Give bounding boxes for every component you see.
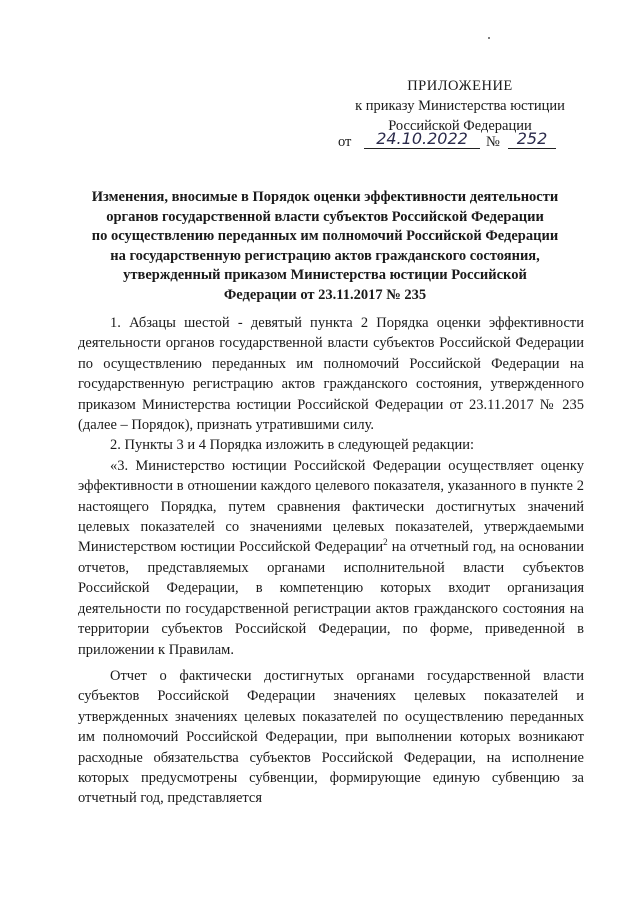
paragraph-3 (78, 456, 584, 660)
handwritten-date: 24.10.2022 (364, 129, 480, 149)
document-title (60, 188, 590, 305)
document-body (78, 313, 584, 809)
from-label: от (338, 134, 352, 150)
order-reference (338, 129, 578, 156)
footnote-marker: 2 (383, 537, 388, 548)
title-line-1: Изменения, вносимые в Порядок оценки эффективности деятельности (91, 189, 559, 205)
scan-speck (488, 37, 490, 39)
paragraph-4: Отчет о фактически достигнутых органами государственной власти субъектов Российской Федерации значениях целевых показателей и утвержденных значениях целевых показателей по осуществлению переданных им полномочий Российской Федерации, при выполнении которых возникают расходные обязательства субъектов Российской Федерации, на исполнение которых предусмотрены субвенции, формирующие единую субвенцию за отчетный год, представляется (78, 667, 584, 807)
appendix-line-1: к приказу Министерства юстиции (355, 98, 565, 114)
paragraph-2: 2. Пункты 3 и 4 Порядка изложить в следующей редакции: (110, 437, 475, 454)
paragraph-1: 1. Абзацы шестой - девятый пункта 2 Порядка оценки эффективности деятельности органов государственной власти субъектов Российской Федерации по осуществлению переданных им полномочий Российской Федерации на государственную регистрацию актов гражданского состояния, утвержденного приказом Министерства юстиции Российской Федерации от 23.11.2017 № 235 (далее – Порядок), признать утратившими силу. (78, 315, 584, 434)
number-label: № (486, 134, 500, 150)
title-line-4: на государственную регистрацию актов гражданского состояния, (110, 247, 540, 264)
title-line-3: по осуществлению переданных им полномочий Российской Федерации (91, 228, 559, 244)
appendix-title: ПРИЛОЖЕНИЕ (407, 78, 513, 94)
title-line-6: Федерации от 23.11.2017 № 235 (223, 286, 427, 303)
paragraph-3-text-a: «3. Министерство юстиции Российской Федерации осуществляет оценку эффективности в отношении каждого целевого показателя, указанного в пункте 2 настоящего Порядка, путем сравнения фактически достигнутых значений целевых показателей со значениями целевых показателей, утверждаемыми Министерством юстиции Российской Федерации (78, 457, 584, 556)
handwritten-number: 252 (508, 129, 556, 149)
appendix-header (330, 76, 590, 136)
appendix-line-2: Российской Федерации (388, 118, 532, 134)
title-line-5: утвержденный приказом Министерства юстиции Российской (123, 267, 527, 283)
title-line-2: органов государственной власти субъектов Российской Федерации (106, 208, 544, 225)
paragraph-3-text-b: на отчетный год, на основании отчетов, представляемых органами исполнительной власти субъектов Российской Федерации, в компетенцию которых входит организация деятельности по государственной регистрации актов гражданского состояния на территории субъектов Российской Федерации, по форме, приведенной в приложении к Правилам. (78, 539, 584, 658)
